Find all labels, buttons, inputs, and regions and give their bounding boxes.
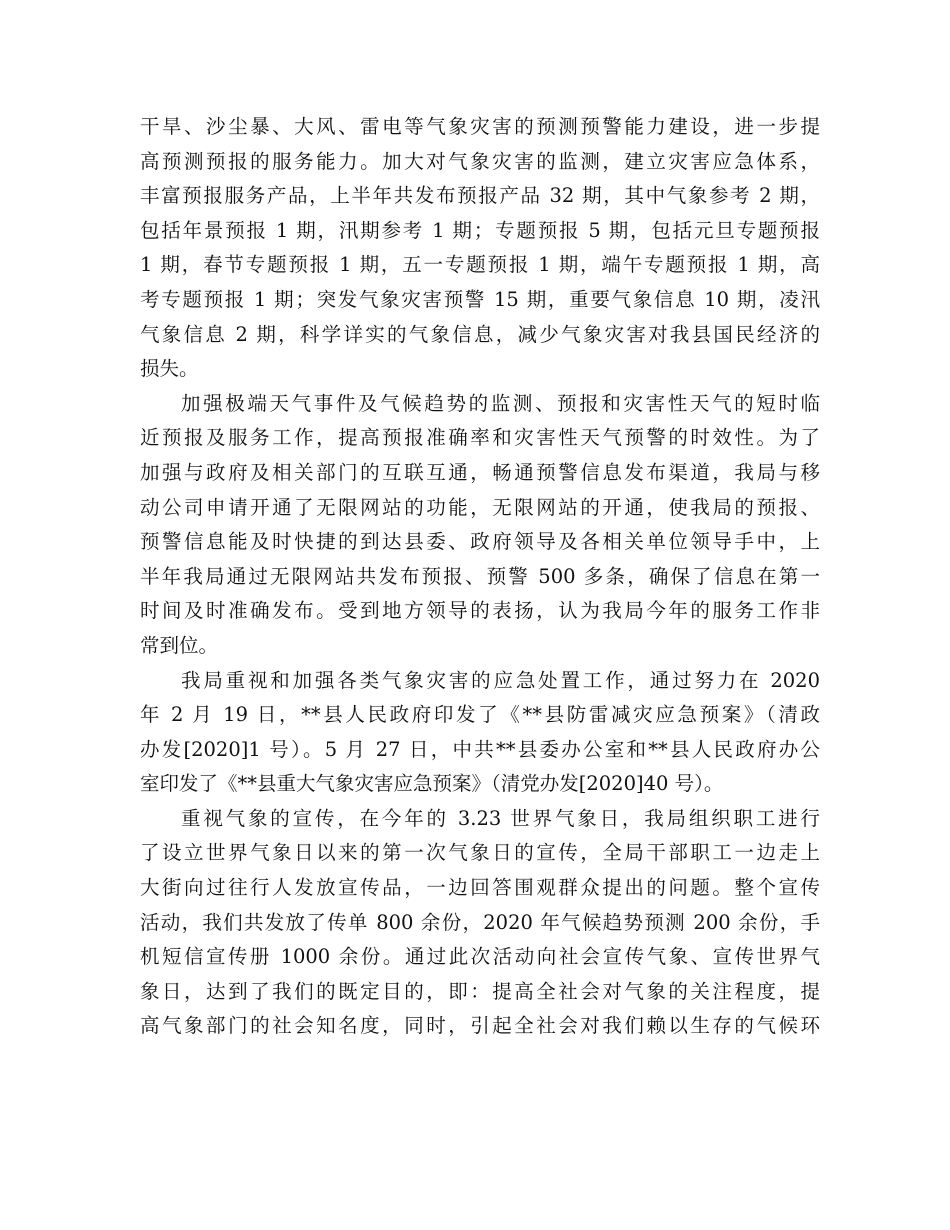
text-line: 丰富预报服务产品，上半年共发布预报产品 32 期，其中气象参考 2 期， bbox=[140, 184, 820, 208]
text-line: 加强与政府及相关部门的互联互通，畅通预警信息发布渠道，我局与移 bbox=[140, 460, 820, 484]
text-line: 时间及时准确发布。受到地方领导的表扬，认为我局今年的服务工作非 bbox=[140, 599, 820, 623]
text-line: 预警信息能及时快捷的到达县委、政府领导及各相关单位领导手中，上 bbox=[140, 530, 820, 554]
text-line: 半年我局通过无限网站共发布预报、预警 500 多条，确保了信息在第一 bbox=[140, 564, 820, 588]
text-line: 重视气象的宣传，在今年的 3.23 世界气象日，我局组织职工进行 bbox=[181, 806, 820, 830]
text-line: 活动，我们共发放了传单 800 余份，2020 年气候趋势预测 200 余份，手 bbox=[140, 910, 820, 934]
text-line: 年 2 月 19 日，**县人民政府印发了《**县防雷减灾应急预案》（清政 bbox=[140, 703, 820, 727]
text-line: 1 期，春节专题预报 1 期，五一专题预报 1 期，端午专题预报 1 期，高 bbox=[140, 253, 820, 277]
paragraph-2 bbox=[140, 387, 820, 664]
text-line: 包括年景预报 1 期，汛期参考 1 期；专题预报 5 期，包括元旦专题预报 bbox=[140, 218, 820, 242]
text-line: 损失。 bbox=[140, 357, 199, 381]
text-line: 了设立世界气象日以来的第一次气象日的宣传，全局干部职工一边走上 bbox=[140, 841, 820, 865]
text-line: 高气象部门的社会知名度，同时，引起全社会对我们赖以生存的气候环 bbox=[140, 1014, 820, 1038]
text-line: 高预测预报的服务能力。加大对气象灾害的监测，建立灾害应急体系， bbox=[140, 149, 820, 173]
paragraph-4 bbox=[140, 802, 820, 1044]
text-line: 动公司申请开通了无限网站的功能，无限网站的开通，使我局的预报、 bbox=[140, 495, 820, 519]
text-line: 室印发了《**县重大气象灾害应急预案》（清党办发[2020]40 号）。 bbox=[140, 772, 724, 796]
text-line: 常到位。 bbox=[140, 633, 219, 657]
text-line: 机短信宣传册 1000 余份。通过此次活动向社会宣传气象、宣传世界气 bbox=[140, 945, 820, 969]
text-line: 象日，达到了我们的既定目的，即：提高全社会对气象的关注程度，提 bbox=[140, 979, 820, 1003]
document-body bbox=[140, 110, 820, 1044]
text-line: 近预报及服务工作，提高预报准确率和灾害性天气预警的时效性。为了 bbox=[140, 426, 820, 450]
text-line: 办发[2020]1 号）。5 月 27 日，中共**县委办公室和**县人民政府办公 bbox=[140, 737, 820, 761]
text-line: 大街向过往行人发放宣传品，一边回答围观群众提出的问题。整个宣传 bbox=[140, 876, 820, 900]
paragraph-3 bbox=[140, 664, 820, 802]
text-line: 我局重视和加强各类气象灾害的应急处置工作，通过努力在 2020 bbox=[181, 668, 820, 692]
text-line: 考专题预报 1 期；突发气象灾害预警 15 期，重要气象信息 10 期，凌汛 bbox=[140, 287, 820, 311]
text-line: 气象信息 2 期，科学详实的气象信息，减少气象灾害对我县国民经济的 bbox=[140, 322, 820, 346]
text-line: 加强极端天气事件及气候趋势的监测、预报和灾害性天气的短时临 bbox=[181, 391, 820, 415]
paragraph-1 bbox=[140, 110, 820, 387]
text-line: 干旱、沙尘暴、大风、雷电等气象灾害的预测预警能力建设，进一步提 bbox=[140, 115, 820, 138]
